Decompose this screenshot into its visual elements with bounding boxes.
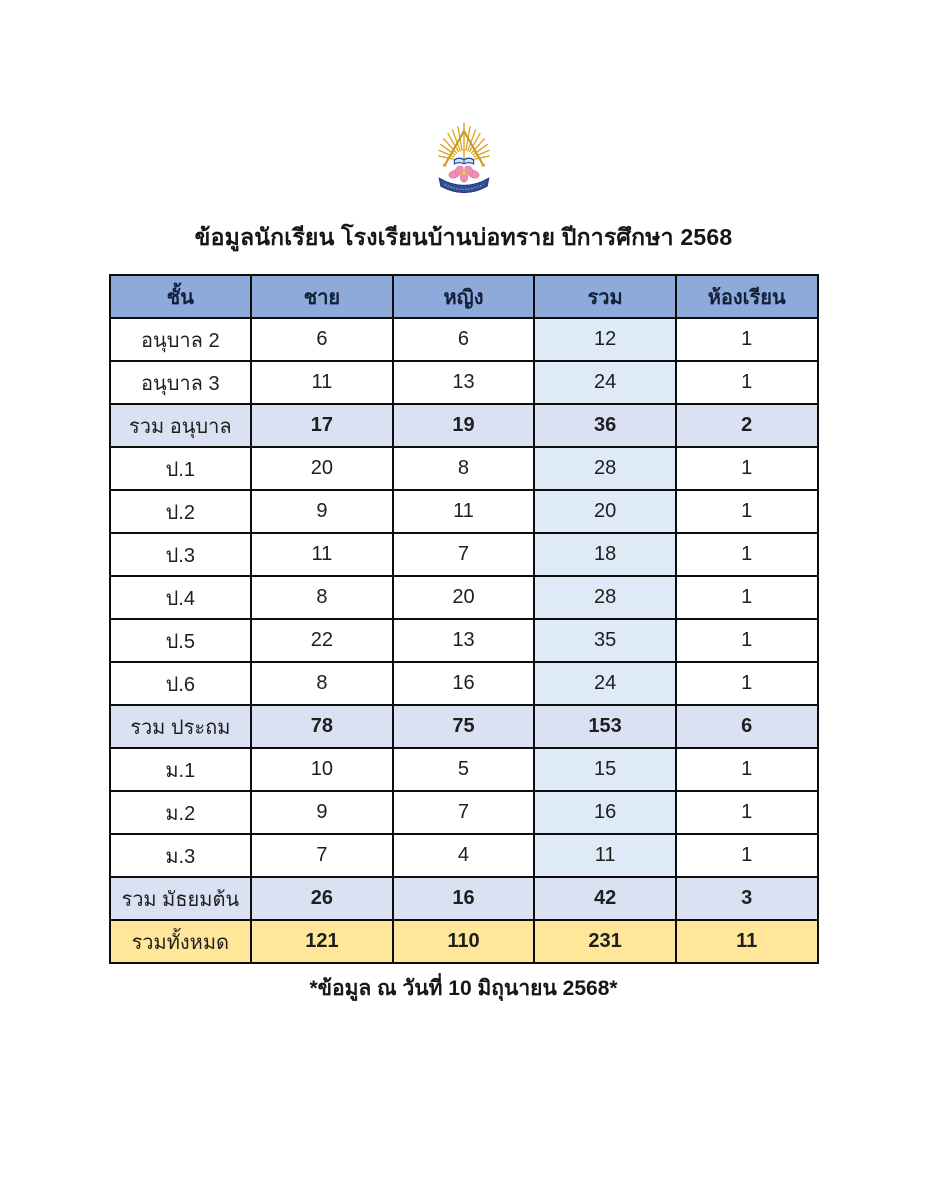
male-cell: 9 <box>251 490 393 533</box>
female-cell: 75 <box>393 705 535 748</box>
table-row <box>110 576 818 619</box>
table-row <box>110 662 818 705</box>
grade-cell: อนุบาล 3 <box>110 361 252 404</box>
school-crest-icon <box>424 114 504 204</box>
total-cell: 15 <box>534 748 676 791</box>
total-cell: 12 <box>534 318 676 361</box>
grade-cell: รวม มัธยมต้น <box>110 877 252 920</box>
rooms-cell: 2 <box>676 404 818 447</box>
table-row <box>110 447 818 490</box>
col-header-classrooms: ห้องเรียน <box>676 275 818 318</box>
col-header-male: ชาย <box>251 275 393 318</box>
grade-cell: ป.6 <box>110 662 252 705</box>
rooms-cell: 1 <box>676 490 818 533</box>
grade-cell: ม.3 <box>110 834 252 877</box>
grade-cell: ป.1 <box>110 447 252 490</box>
female-cell: 7 <box>393 791 535 834</box>
grade-cell: รวมทั้งหมด <box>110 920 252 963</box>
total-cell: 153 <box>534 705 676 748</box>
col-header-female: หญิง <box>393 275 535 318</box>
male-cell: 78 <box>251 705 393 748</box>
female-cell: 19 <box>393 404 535 447</box>
female-cell: 13 <box>393 361 535 404</box>
total-cell: 231 <box>534 920 676 963</box>
female-cell: 20 <box>393 576 535 619</box>
total-cell: 11 <box>534 834 676 877</box>
summary-row <box>110 705 818 748</box>
rooms-cell: 1 <box>676 619 818 662</box>
total-cell: 28 <box>534 447 676 490</box>
page-title: ข้อมูลนักเรียน โรงเรียนบ้านบ่อทราย ปีการศึกษา 2568 <box>194 224 733 250</box>
rooms-cell: 1 <box>676 318 818 361</box>
total-cell: 18 <box>534 533 676 576</box>
total-cell: 42 <box>534 877 676 920</box>
female-cell: 8 <box>393 447 535 490</box>
table-row <box>110 318 818 361</box>
total-cell: 16 <box>534 791 676 834</box>
female-cell: 110 <box>393 920 535 963</box>
male-cell: 9 <box>251 791 393 834</box>
grade-cell: ม.1 <box>110 748 252 791</box>
male-cell: 20 <box>251 447 393 490</box>
header-row <box>110 275 818 318</box>
rooms-cell: 3 <box>676 877 818 920</box>
grade-cell: ป.5 <box>110 619 252 662</box>
female-cell: 11 <box>393 490 535 533</box>
female-cell: 6 <box>393 318 535 361</box>
rooms-cell: 1 <box>676 533 818 576</box>
table-row <box>110 533 818 576</box>
rooms-cell: 1 <box>676 791 818 834</box>
grade-cell: ป.4 <box>110 576 252 619</box>
summary-row <box>110 877 818 920</box>
col-header-total: รวม <box>534 275 676 318</box>
female-cell: 16 <box>393 662 535 705</box>
rooms-cell: 11 <box>676 920 818 963</box>
summary-row <box>110 404 818 447</box>
female-cell: 7 <box>393 533 535 576</box>
male-cell: 7 <box>251 834 393 877</box>
rooms-cell: 1 <box>676 361 818 404</box>
male-cell: 11 <box>251 533 393 576</box>
table-row <box>110 490 818 533</box>
grand-total-row <box>110 920 818 963</box>
col-header-grade: ชั้น <box>110 275 252 318</box>
table-row <box>110 791 818 834</box>
grade-cell: ป.2 <box>110 490 252 533</box>
rooms-cell: 1 <box>676 748 818 791</box>
crest-flower <box>447 164 479 182</box>
total-cell: 35 <box>534 619 676 662</box>
table-row <box>110 361 818 404</box>
crest-book <box>454 150 473 164</box>
table-row <box>110 619 818 662</box>
male-cell: 8 <box>251 662 393 705</box>
rooms-cell: 1 <box>676 447 818 490</box>
male-cell: 22 <box>251 619 393 662</box>
grade-cell: รวม ประถม <box>110 705 252 748</box>
total-cell: 24 <box>534 361 676 404</box>
rooms-cell: 1 <box>676 834 818 877</box>
grade-cell: ป.3 <box>110 533 252 576</box>
female-cell: 5 <box>393 748 535 791</box>
female-cell: 13 <box>393 619 535 662</box>
school-crest-logo <box>424 114 504 204</box>
female-cell: 16 <box>393 877 535 920</box>
male-cell: 17 <box>251 404 393 447</box>
rooms-cell: 1 <box>676 662 818 705</box>
male-cell: 121 <box>251 920 393 963</box>
rooms-cell: 1 <box>676 576 818 619</box>
male-cell: 6 <box>251 318 393 361</box>
total-cell: 36 <box>534 404 676 447</box>
rooms-cell: 6 <box>676 705 818 748</box>
male-cell: 26 <box>251 877 393 920</box>
grade-cell: อนุบาล 2 <box>110 318 252 361</box>
table-row <box>110 834 818 877</box>
male-cell: 10 <box>251 748 393 791</box>
data-as-of-footnote: *ข้อมูล ณ วันที่ 10 มิถุนายน 2568* <box>309 977 618 1000</box>
female-cell: 4 <box>393 834 535 877</box>
table-row <box>110 748 818 791</box>
grade-cell: ม.2 <box>110 791 252 834</box>
total-cell: 24 <box>534 662 676 705</box>
student-data-table <box>109 274 819 964</box>
total-cell: 28 <box>534 576 676 619</box>
total-cell: 20 <box>534 490 676 533</box>
male-cell: 8 <box>251 576 393 619</box>
male-cell: 11 <box>251 361 393 404</box>
grade-cell: รวม อนุบาล <box>110 404 252 447</box>
